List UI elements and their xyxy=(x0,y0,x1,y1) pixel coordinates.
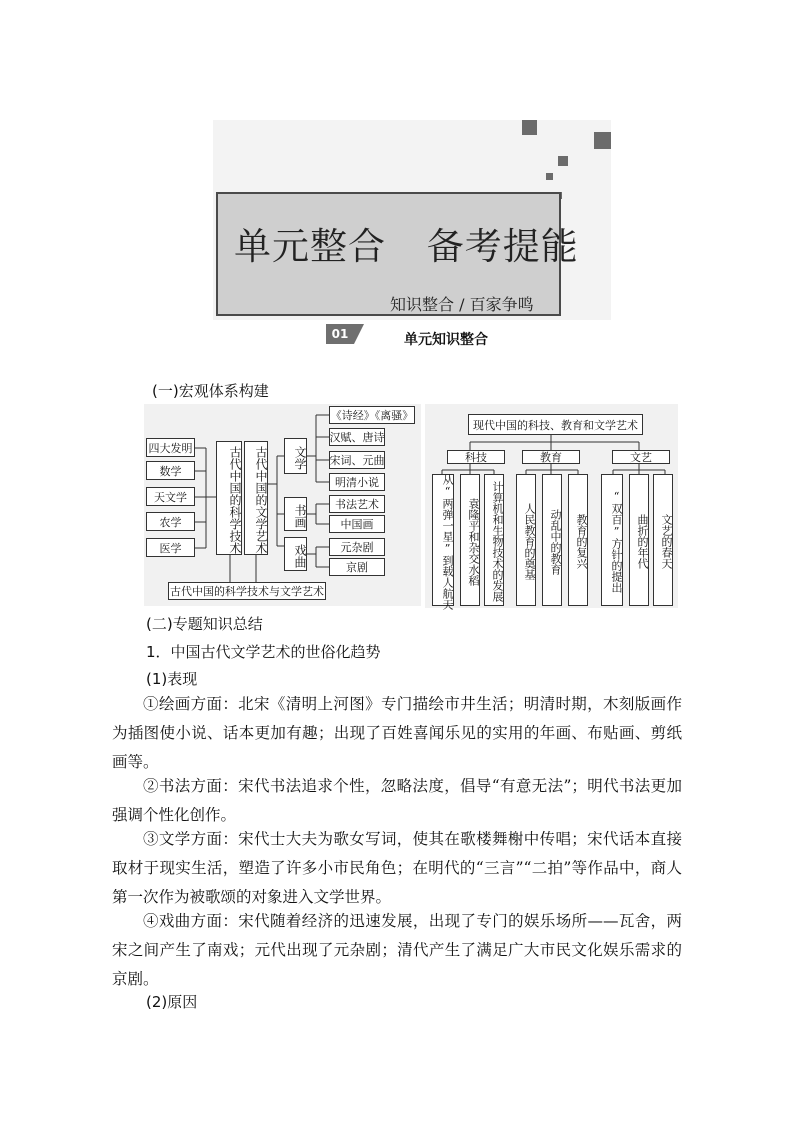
ancient-left-item: 农学 xyxy=(146,512,195,531)
category-tech: 科技 xyxy=(447,450,505,464)
paragraph-literature: ③文学方面：宋代士大夫为歌女写词，使其在歌楼舞榭中传唱；宋代话本直接取材于现实生活，塑造了许多小市民角色；在明代的“三言”“二拍”等作品中，商人第一次作为被歌颂的对象进入文学世界。 xyxy=(112,830,682,906)
section-badge: 01 xyxy=(326,324,354,344)
literature-item: 宋词、元曲 xyxy=(329,451,385,469)
ancient-left-item: 医学 xyxy=(146,538,195,557)
decor-square xyxy=(546,173,553,180)
category-literature: 文学 xyxy=(284,438,307,474)
ancient-left-item: 天文学 xyxy=(146,487,195,506)
part1-heading: (一)宏观体系构建 xyxy=(152,382,269,400)
section-title: 单元知识整合 xyxy=(404,332,488,348)
ancient-art-column: 古代中国的文学艺术 xyxy=(244,441,268,555)
ancient-summary-box: 古代中国的科学技术与文学艺术 xyxy=(168,582,326,600)
sub1-heading: (1)表现 xyxy=(146,670,198,688)
banner-subtitle: 知识整合 / 百家争鸣 xyxy=(390,295,534,314)
tech-item: 从“两弹一星”到载人航天 xyxy=(432,474,454,606)
education-item: 人民教育的奠基 xyxy=(516,474,536,606)
opera-item: 元杂剧 xyxy=(329,538,385,556)
decor-square xyxy=(522,120,537,135)
literature-item: 汉赋、唐诗 xyxy=(329,428,385,446)
education-item: 动乱中的教育 xyxy=(542,474,562,606)
calligraphy-item: 中国画 xyxy=(329,515,385,533)
ancient-left-item: 数学 xyxy=(146,461,195,480)
arts-item: 文艺的春天 xyxy=(653,474,673,606)
category-opera: 戏曲 xyxy=(284,537,307,571)
section-badge-tail xyxy=(354,324,364,344)
tech-item: 计算机和生物技术的发展 xyxy=(484,474,504,606)
paragraph-calligraphy: ②书法方面：宋代书法追求个性，忽略法度，倡导“有意无法”；明代书法更加强调个性化创作。 xyxy=(112,777,682,824)
paragraph-painting: ①绘画方面：北宋《清明上河图》专门描绘市井生活；明清时期，木刻版画作为插图使小说、话本更加有趣；出现了百姓喜闻乐见的实用的年画、布贴画、剪纸画等。 xyxy=(112,695,682,771)
literature-item: 《诗经》《离骚》 xyxy=(329,406,415,424)
category-calligraphy: 书画 xyxy=(284,497,307,531)
ancient-left-item: 四大发明 xyxy=(146,438,195,457)
diagram-ancient xyxy=(144,404,421,606)
education-item: 教育的复兴 xyxy=(568,474,588,606)
arts-item: 曲折的年代 xyxy=(629,474,649,606)
opera-item: 京剧 xyxy=(329,558,385,576)
decor-square xyxy=(594,132,611,149)
topic1-heading: 1．中国古代文学艺术的世俗化趋势 xyxy=(146,643,381,661)
diagram-modern xyxy=(425,404,678,608)
part2-heading: (二)专题知识总结 xyxy=(146,615,263,633)
sub2-heading: (2)原因 xyxy=(146,993,198,1011)
banner-title: 单元整合 备考提能 xyxy=(234,225,579,268)
calligraphy-item: 书法艺术 xyxy=(329,495,385,513)
category-arts: 文艺 xyxy=(612,450,670,464)
decor-square xyxy=(558,156,568,166)
ancient-science-column: 古代中国的科学技术 xyxy=(216,441,242,555)
arts-item: “双百”方针的提出 xyxy=(601,474,623,606)
paragraph-opera: ④戏曲方面：宋代随着经济的迅速发展，出现了专门的娱乐场所——瓦舍，两宋之间产生了南戏；元代出现了元杂剧；清代产生了满足广大市民文化娱乐需求的京剧。 xyxy=(112,912,682,988)
modern-top-box: 现代中国的科技、教育和文学艺术 xyxy=(468,414,643,435)
category-education: 教育 xyxy=(522,450,580,464)
tech-item: 袁隆平和杂交水稻 xyxy=(460,474,480,606)
literature-item: 明清小说 xyxy=(329,473,385,491)
